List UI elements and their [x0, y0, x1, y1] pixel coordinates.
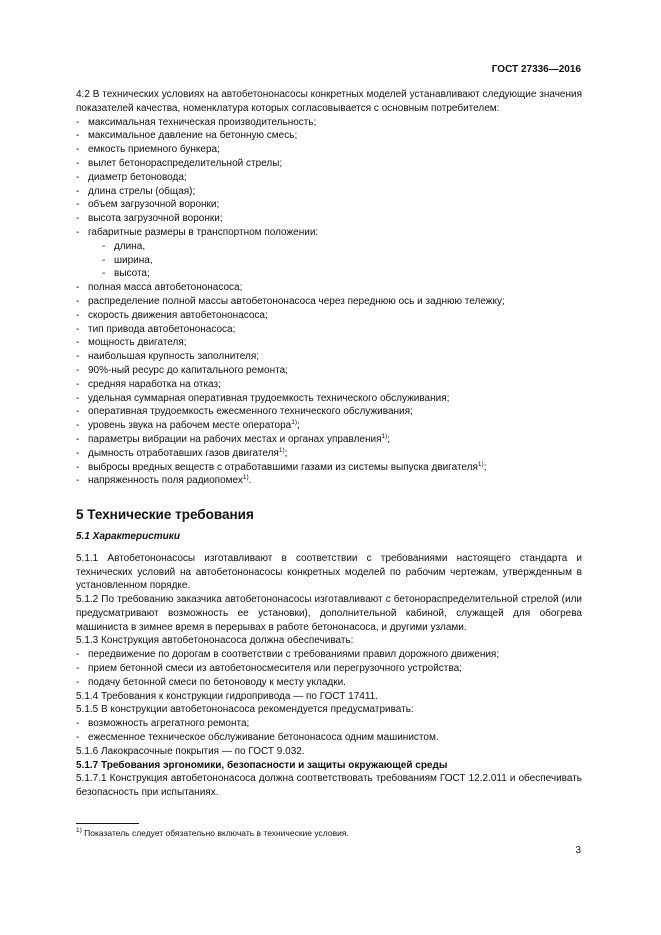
list-item: - 90%-ный ресурс до капитального ремонта; [76, 364, 288, 376]
document-header-id: ГОСТ 27336—2016 [491, 64, 581, 75]
list-item: - максимальная техническая производительность; [76, 116, 317, 128]
list-item: - диаметр бетоновода; [76, 171, 187, 183]
list-item: - дымность отработавших газов двигателя$^{1)}$; [76, 446, 288, 459]
sublist-item: - длина, [102, 240, 146, 252]
list-item: - объем загрузочной воронки; [76, 199, 220, 211]
list-item: - распределение полной массы автобетононасоса через переднюю ось и заднюю тележку; [76, 295, 505, 307]
sublist-item: - высота; [102, 268, 150, 280]
list-item: - уровень звука на рабочем месте оператора$^{1)}$; [76, 419, 300, 432]
section-title: 5 Технические требования [76, 507, 254, 523]
paragraph-5-1-7-1: 5.1.7.1 Конструкция автобетононасоса должна соответствовать требованиям ГОСТ 12.2.011 и обеспечивать безопасность при испытаниях. [76, 773, 582, 799]
list-item: - вылет бетонораспределительной стрелы; [76, 157, 283, 169]
page-number: 3 [575, 845, 581, 856]
list-item: - габаритные размеры в транспортном положении: [76, 226, 319, 238]
paragraph-5-1-3: 5.1.3 Конструкция автобетононасоса должна обеспечивать: [76, 635, 354, 647]
paragraph-5-1-7: 5.1.7 Требования эргономики, безопасности и защиты окружающей среды [76, 759, 448, 771]
paragraph-5-1-1: 5.1.1 Автобетононасосы изготавливают в соответствии с требованиями настоящего стандарта и технических условий на автобетононасосы конкретных моделей по рабочим чертежам, утвержденным в установленном порядке. [76, 552, 582, 592]
footnote-mark: 1) [291, 419, 297, 427]
list-item: - наибольшая крупность заполнителя; [76, 351, 260, 363]
paragraph-5-1-2: 5.1.2 По требованию заказчика автобетононасосы изготавливают с бетонораспределительной стрелой (или предусматривают возможность ее установки), дополнительной кабиной, служащей для обогрева машиниста в зимнее время в перерывах в работе бетононасоса, и другими узлами. [76, 594, 582, 633]
footnote-divider [76, 823, 139, 824]
paragraph-5-1-4: 5.1.4 Требования к конструкции гидропривода — по ГОСТ 17411. [76, 690, 378, 702]
list-item: - параметры вибрации на рабочих местах и органах управления$^{1)}$; [76, 432, 391, 445]
footnote-text: Показатель следует обязательно включать в технические условия. [84, 828, 349, 838]
list-item: - емкость приемного бункера; [76, 144, 220, 156]
list-item: - средняя наработка на отказ; [76, 378, 221, 390]
subsection-title: 5.1 Характеристики [76, 530, 180, 542]
list-item: - ежесменное техническое обслуживание бетононасоса одним машинистом. [76, 732, 439, 744]
list-item: - подачу бетонной смеси по бетоноводу к месту укладки. [76, 676, 346, 688]
list-item: - оперативная трудоемкость ежесменного технического обслуживания; [76, 406, 413, 418]
list-item: - передвижение по дорогам в соответствии с требованиями правил дорожного движения; [76, 649, 500, 661]
list-item: - удельная суммарная оперативная трудоемкость технического обслуживания; [76, 392, 450, 404]
list-item: - прием бетонной смеси из автобетоносмесителя или перегрузочного устройства; [76, 663, 462, 675]
list-item: - выбросы вредных веществ с отработавшими газами из системы выпуска двигателя$^{1)}$; [76, 460, 487, 473]
list-item: - скорость движения автобетононасоса; [76, 309, 268, 321]
list-item: - тип привода автобетононасоса; [76, 323, 236, 335]
list-item: - длина стрелы (общая); [76, 185, 196, 197]
document-body [76, 88, 582, 800]
footnote-mark: 1) [477, 460, 484, 468]
list-item: - полная масса автобетононасоса; [76, 282, 243, 294]
list-item: - мощность двигателя; [76, 337, 187, 349]
footnote [76, 828, 349, 838]
paragraph-5-1-5: 5.1.5 В конструкции автобетононасоса рекомендуется предусматривать: [76, 704, 414, 716]
quality-indicators-list [76, 116, 582, 489]
footnote-mark: 1) [381, 432, 388, 440]
list-item: - максимальное давление на бетонную смесь; [76, 130, 298, 142]
list-item: - возможность агрегатного ремонта; [76, 718, 250, 730]
footnote-mark: 1) [278, 446, 285, 454]
list-item: - высота загрузочной воронки; [76, 213, 223, 225]
paragraph-4-2: 4.2 В технических условиях на автобетононасосы конкретных моделей устанавливают следующие значения показателей качества, номенклатура которых согласовывается с основным потребителем: [76, 89, 582, 114]
list-item: - напряженность поля радиопомех$^{1)}$. [76, 474, 252, 487]
sublist-item: - ширина, [102, 254, 153, 266]
footnote-mark: 1) [76, 827, 82, 834]
footnote-mark: 1) [242, 474, 249, 482]
paragraph-5-1-6: 5.1.6 Лакокрасочные покрытия — по ГОСТ 9.032. [76, 745, 305, 757]
